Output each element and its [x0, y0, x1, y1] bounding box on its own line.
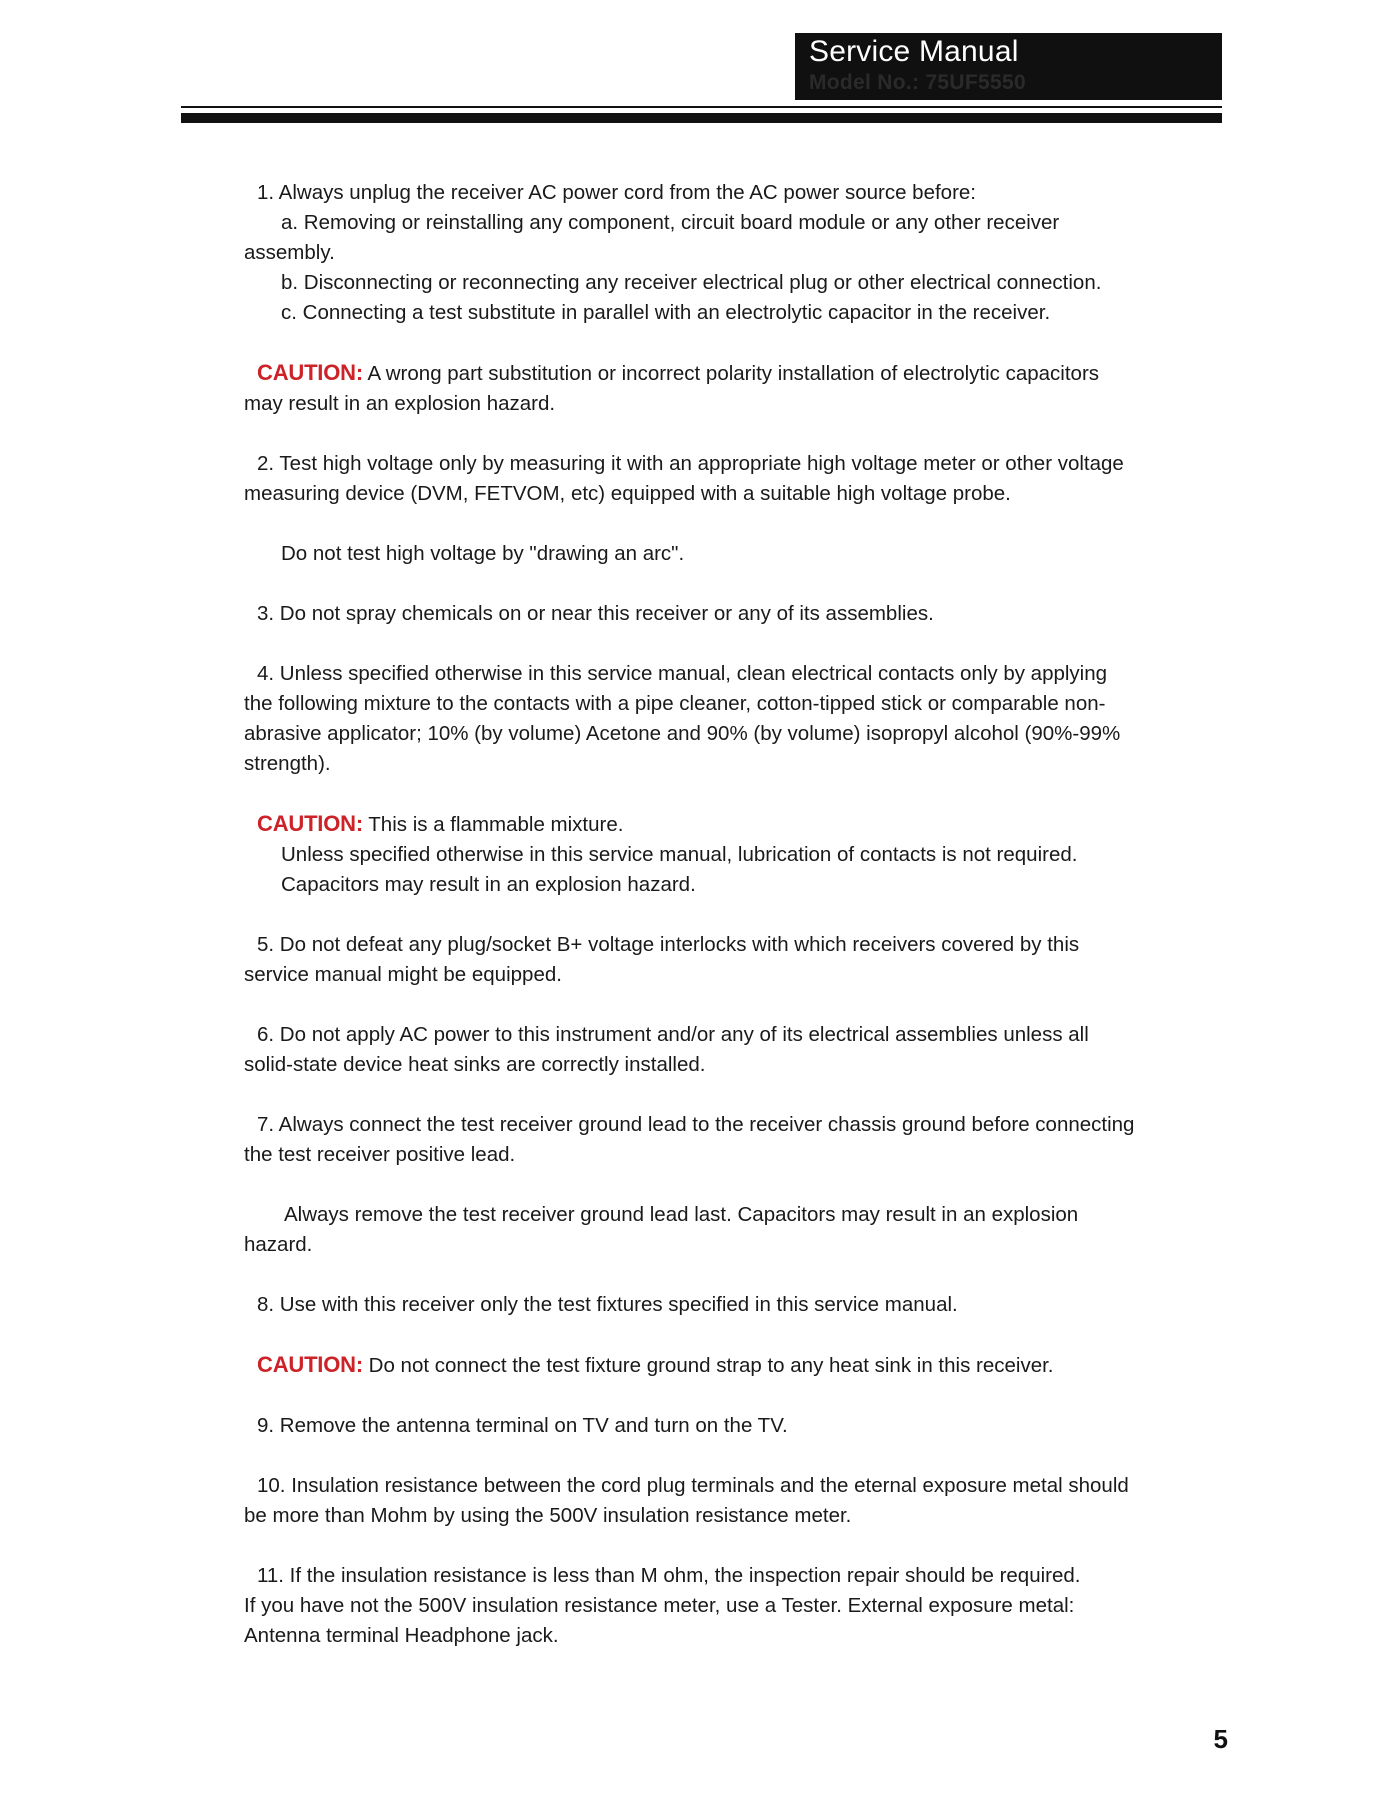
- instruction-11-continued-1: If you have not the 500V insulation resistance meter, use a Tester. External exposure metal:: [244, 1594, 1075, 1617]
- header-rule-thick: [181, 113, 1222, 123]
- instruction-6: 6. Do not apply AC power to this instrument and/or any of its electrical assemblies unless all: [257, 1023, 1089, 1046]
- instruction-2-note: Do not test high voltage by "drawing an arc".: [281, 542, 685, 565]
- caution-1-continued: may result in an explosion hazard.: [244, 392, 556, 415]
- caution-1-text: A wrong part substitution or incorrect polarity installation of electrolytic capacitors: [362, 362, 1100, 385]
- instruction-4-continued-3: strength).: [244, 752, 331, 775]
- instruction-4-continued-1: the following mixture to the contacts with a pipe cleaner, cotton-tipped stick or comparable non-: [244, 692, 1106, 715]
- instruction-5: 5. Do not defeat any plug/socket B+ voltage interlocks with which receivers covered by this: [257, 933, 1080, 956]
- instruction-1c: c. Connecting a test substitute in parallel with an electrolytic capacitor in the receiver.: [281, 301, 1051, 324]
- instruction-7: 7. Always connect the test receiver ground lead to the receiver chassis ground before connecting: [257, 1113, 1135, 1136]
- instruction-4-continued-2: abrasive applicator; 10% (by volume) Acetone and 90% (by volume) isopropyl alcohol (90%-99%: [244, 722, 1121, 745]
- document-title: Service Manual: [809, 35, 1019, 68]
- instruction-2-continued: measuring device (DVM, FETVOM, etc) equipped with a suitable high voltage probe.: [244, 482, 1011, 505]
- instruction-1a: a. Removing or reinstalling any component, circuit board module or any other receiver: [281, 211, 1060, 234]
- page-number: 5: [1213, 1724, 1228, 1754]
- caution-1: [244, 358, 1194, 389]
- caution-2-text: This is a flammable mixture.: [362, 813, 624, 836]
- caution-2-line-3: Capacitors may result in an explosion hazard.: [281, 873, 696, 896]
- safety-instructions: [244, 178, 1194, 1651]
- model-number: Model No.: 75UF5550: [809, 71, 1026, 94]
- caution-label: CAUTION:: [257, 1352, 363, 1377]
- instruction-7-note: Always remove the test receiver ground lead last. Capacitors may result in an explosion: [284, 1203, 1079, 1226]
- caution-3: [244, 1350, 1194, 1381]
- caution-2: [244, 809, 1194, 840]
- instruction-3: 3. Do not spray chemicals on or near this receiver or any of its assemblies.: [257, 602, 934, 625]
- instruction-10-continued: be more than Mohm by using the 500V insulation resistance meter.: [244, 1504, 852, 1527]
- instruction-1a-continued: assembly.: [244, 241, 335, 264]
- instruction-1b: b. Disconnecting or reconnecting any receiver electrical plug or other electrical connection.: [281, 271, 1102, 294]
- instruction-5-continued: service manual might be equipped.: [244, 963, 562, 986]
- instruction-6-continued: solid-state device heat sinks are correctly installed.: [244, 1053, 706, 1076]
- instruction-4: 4. Unless specified otherwise in this service manual, clean electrical contacts only by applying: [257, 662, 1108, 685]
- instruction-11: 11. If the insulation resistance is less than M ohm, the inspection repair should be required.: [257, 1564, 1081, 1587]
- instruction-11-continued-2: Antenna terminal Headphone jack.: [244, 1624, 559, 1647]
- caution-label: CAUTION:: [257, 811, 363, 836]
- caution-3-text: Do not connect the test fixture ground strap to any heat sink in this receiver.: [362, 1354, 1054, 1377]
- instruction-7-note-continued: hazard.: [244, 1233, 313, 1256]
- instruction-1: 1. Always unplug the receiver AC power cord from the AC power source before:: [257, 181, 977, 204]
- caution-label: CAUTION:: [257, 360, 363, 385]
- instruction-8: 8. Use with this receiver only the test fixtures specified in this service manual.: [257, 1293, 958, 1316]
- instruction-10: 10. Insulation resistance between the cord plug terminals and the eternal exposure metal should: [257, 1474, 1129, 1497]
- header-banner: [795, 33, 1222, 100]
- instruction-7-continued: the test receiver positive lead.: [244, 1143, 516, 1166]
- instruction-9: 9. Remove the antenna terminal on TV and turn on the TV.: [257, 1414, 788, 1437]
- header-rule-thin: [181, 106, 1222, 108]
- caution-2-line-2: Unless specified otherwise in this service manual, lubrication of contacts is not required.: [281, 843, 1078, 866]
- instruction-2: 2. Test high voltage only by measuring it with an appropriate high voltage meter or other voltage: [257, 452, 1124, 475]
